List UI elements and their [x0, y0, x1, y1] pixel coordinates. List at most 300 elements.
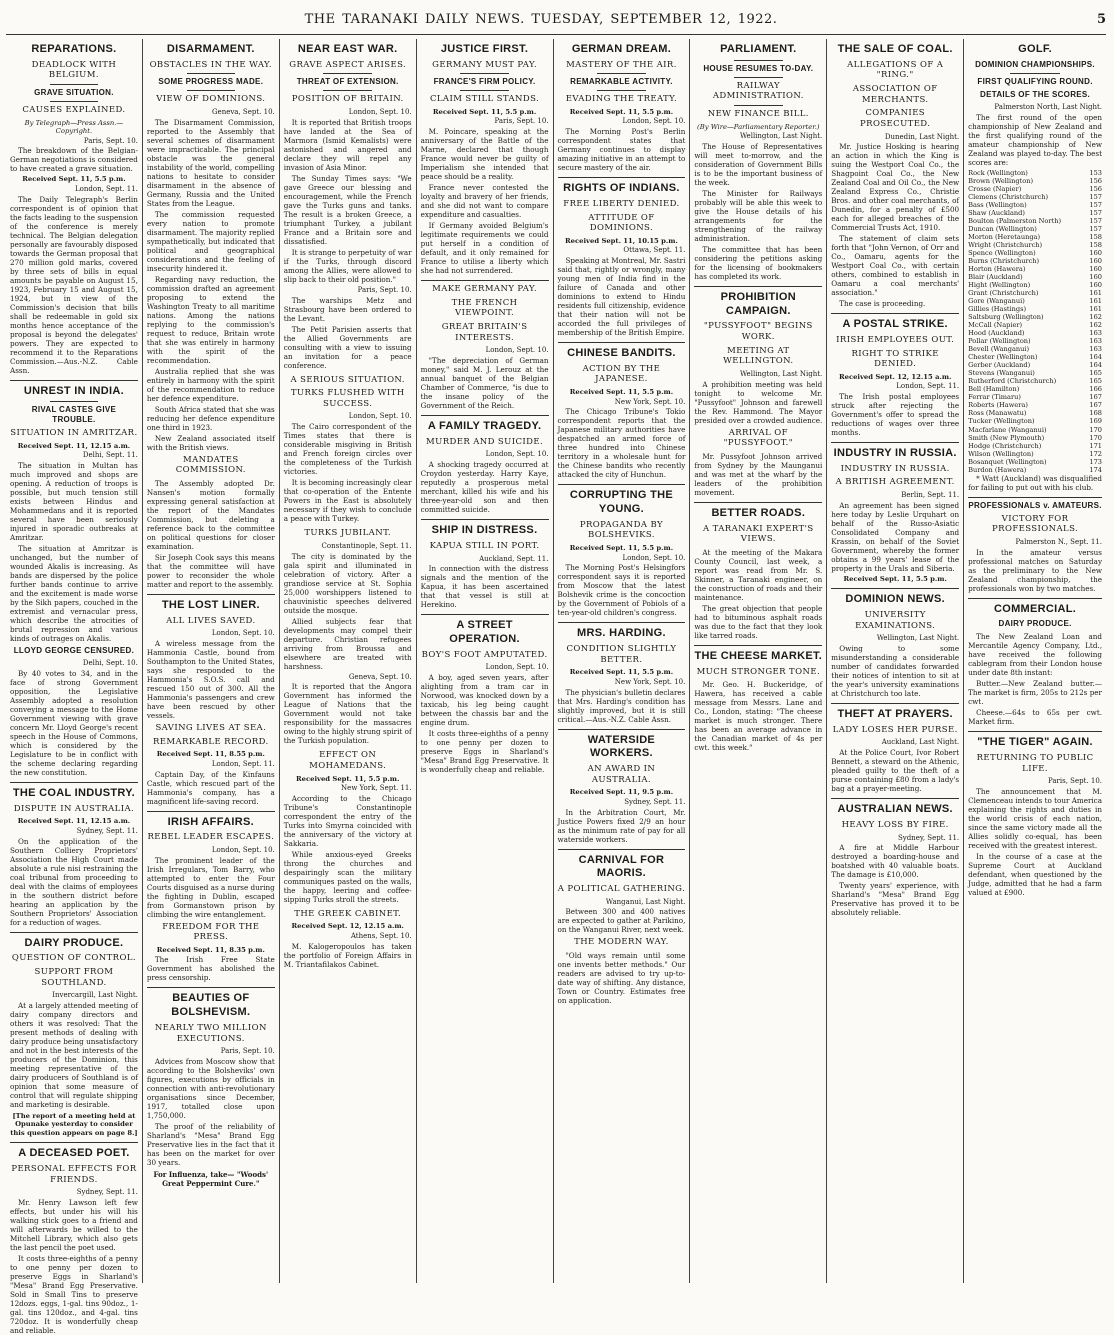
divider [734, 105, 783, 106]
divider [10, 380, 138, 381]
divider [831, 313, 959, 314]
received-line: Received Sept. 11, 8.55 p.m. [156, 750, 265, 759]
player-score: 157 [1089, 200, 1102, 209]
paragraph: The House of Representatives will meet to-morrow, and the consideration of Government Bills is to be the important business of the week. [694, 141, 823, 187]
divider [831, 703, 959, 704]
player-score: 160 [1089, 280, 1102, 289]
dateline: Sydney, Sept. 11. [76, 826, 138, 835]
subheadline: NEARLY TWO MILLION EXECUTIONS. [154, 1022, 267, 1044]
score-row [968, 193, 1102, 201]
divider [734, 77, 783, 78]
subheadline: GRAVE ASPECT ARISES. [289, 59, 407, 70]
subheadline: TURKS FLUSHED WITH SUCCESS. [290, 388, 405, 409]
score-row [968, 313, 1102, 321]
article-make-germany-pay [421, 284, 549, 410]
divider [558, 484, 686, 485]
player-score: 162 [1089, 321, 1102, 330]
editor-note: [The report of a meeting held at Opunake yesterday to consider this question appears on page 8.] [10, 1111, 138, 1137]
paragraph: A prohibition meeting was held tonight to welcome Mr. "Pussyfoot" Johnson and farewell the Rev. Hammond. The Mayor presided over a crowded audience. [694, 379, 823, 425]
score-row [968, 409, 1102, 417]
player-name: Macfarlane (Wanganui) [968, 425, 1047, 434]
paragraph: The Petit Parisien asserts that the Allied Governments are consulting with a view to issuing an invitation for a peace conference. [283, 324, 412, 370]
player-score: 169 [1089, 417, 1102, 426]
subheadline: REBEL LEADER ESCAPES. [147, 832, 275, 843]
score-row [968, 426, 1102, 434]
subheadline: SITUATION IN AMRITZAR. [10, 428, 138, 439]
paragraph: The situation in Multan has much improved and shops are opening. A reduction of troops is possible, but much tension still exists between Hindus and Mohammedans and it is reported several have been seriously injured in sporadic outbreaks at Amritzar. [10, 461, 138, 543]
paragraph: The announcement that M. Clemenceau intends to tour America explaining the rights and duties in the world crisis of each nation, since the same victory made all the Allies solidly co-equal, has been received with the greatest interest. [968, 787, 1102, 851]
paragraph: The Morning Post's Berlin correspondent states that Germany continues to display amazing initiative in an attempt to secure mastery of the air. [557, 127, 686, 173]
column-4 [417, 39, 554, 1283]
dateline: Dunedin, Last Night. [884, 132, 960, 141]
headline: IRISH AFFAIRS. [167, 815, 254, 828]
subheadline: "PUSSYFOOT" BEGINS WORK. [703, 321, 813, 342]
headline: UNREST IN INDIA. [23, 384, 124, 397]
player-score: 170 [1089, 433, 1102, 442]
player-score: 167 [1089, 393, 1102, 402]
subheadline: VICTORY FOR PROFESSIONALS. [992, 513, 1079, 535]
dateline: Berlin, Sept. 11. [901, 491, 960, 500]
paragraph: "The depreciation of German money," said M. J. Lerouz at the annual banquet of the Belgian Chamber of Commerce, "is due to the insane policy of the Government of the Reich. [420, 356, 549, 411]
headline: A FAMILY TRAGEDY. [427, 420, 542, 433]
divider [968, 731, 1102, 732]
article-rights-of-indians [558, 182, 686, 337]
player-name: Horton (Hawera) [968, 264, 1026, 273]
player-name: Rutherford (Christchurch) [968, 377, 1057, 386]
player-name: Hodge (Christchurch) [968, 441, 1042, 450]
subheadline: REMARKABLE ACTIVITY. [570, 77, 673, 87]
advertisement [147, 1171, 275, 1189]
score-row [968, 273, 1102, 281]
divider [421, 280, 549, 281]
subheadline: KAPUA STILL IN PORT. [429, 540, 540, 551]
subheadline: CAUSES EXPLAINED. [22, 105, 126, 115]
paragraph: In the amateur versus professional matches on Saturday as the preliminary to the New Zealand championship, the professionals won by two matches. [968, 547, 1102, 593]
paragraph: Regarding navy reduction, the commission drafted an agreement proposing to extend the Washington Treaty to all maritime nations. Among the nations replying to the commission's request to reduce, Britain wrote that she was entirely in harmony with the spirit of the recommendation. [146, 274, 275, 365]
article-deceased-poet [10, 1147, 138, 1335]
score-row [968, 466, 1102, 474]
paragraph: A wireless message from the Hammonia Castle, bound from Southampton to the United States, says she responded to the Hammonia's S.O.S. call and rescued 150 out of 300. All the Hammonia's passengers and crew have been rescued by other vessels. [146, 639, 275, 721]
headline: THE COAL INDUSTRY. [12, 786, 135, 799]
score-row [968, 434, 1102, 442]
score-row [968, 241, 1102, 249]
player-name: Gerber (Auckland) [968, 361, 1031, 370]
divider [50, 401, 99, 402]
headline: THE LOST LINER. [161, 599, 260, 611]
subheadline: OBSTACLES IN THE WAY. [149, 59, 273, 70]
dateline: Auckland, Last Night. [881, 738, 960, 747]
player-name: Duncan (Wellington) [968, 224, 1037, 233]
headline: A DECEASED POET. [18, 1147, 130, 1160]
player-score: 167 [1089, 401, 1102, 410]
subheadline: MUCH STRONGER TONE. [696, 666, 821, 677]
article-serious-situation [284, 375, 412, 524]
article-golf [968, 43, 1102, 492]
received-line: Received Sept. 11, 12.15 a.m. [17, 441, 131, 450]
article-reparations [10, 43, 138, 375]
score-row [968, 169, 1102, 177]
player-score: 164 [1089, 361, 1102, 370]
player-score: 157 [1089, 192, 1102, 201]
paragraph: The warships Metz and Strasbourg have been ordered to the Levant. [283, 295, 412, 323]
dateline: Wanganui, Last Night. [605, 897, 686, 906]
paragraph: On the application of the Southern Colliery Proprietors' Association the High Court made absolute a rule nisi restraining the coal tribunal from proceeding to deal with the claims of employees in the southern district before hearing an application by the Southern Proprietors' Association for a reduction of wages. [10, 836, 138, 927]
subheadline: MANDATES COMMISSION. [175, 454, 246, 476]
player-score: 157 [1089, 208, 1102, 217]
paragraph: The physician's bulletin declares that Mrs. Harding's condition has slightly improved, but it is still critical.—Aus.-N.Z. Cable Assn. [557, 687, 686, 724]
player-score: 156 [1089, 184, 1102, 193]
paragraph: The prominent leader of the Irish Irregulars, Tom Barry, who attempted to enter the Four Courts disguised as a nurse during the fighting in Dublin, escaped from Gormanstown prison by climbing the wire entanglement. [146, 855, 275, 919]
score-row [968, 450, 1102, 458]
subheadline: DEADLOCK WITH BELGIUM. [31, 59, 117, 81]
dateline: London, Sept. 11. [75, 184, 138, 193]
received-line: Received Sept. 11, 5.5 p.m. [22, 175, 126, 184]
paragraph: Butter.—New Zealand butter.—The market is firm, 205s to 212s per cwt. [968, 679, 1102, 707]
score-row [968, 217, 1102, 225]
player-score: 172 [1089, 449, 1102, 458]
headline: CARNIVAL FOR MAORIS. [578, 853, 665, 880]
article-coal-industry [10, 787, 138, 927]
subheadline: THE GREEK CABINET. [294, 908, 402, 919]
article-greek-cabinet [284, 909, 412, 969]
player-score: 156 [1089, 176, 1102, 185]
article-turks-jubilant [284, 528, 412, 745]
headline: JUSTICE FIRST. [440, 43, 529, 55]
headline: A POSTAL STRIKE. [842, 318, 948, 331]
divider [147, 987, 275, 988]
player-name: Gillies (Hastings) [968, 305, 1027, 314]
article-cheese-market [694, 650, 822, 752]
player-name: Burdon (Hawera) [968, 465, 1027, 474]
article-waterside-workers [558, 734, 686, 844]
divider [421, 519, 549, 520]
paragraph: In the Arbitration Court, Mr. Justice Powers fixed 2/9 an hour as the minimum rate of pay for all waterside workers. [557, 807, 686, 844]
player-name: Hight (Wellington) [968, 280, 1031, 289]
headline: AUSTRALIAN NEWS. [837, 803, 953, 816]
player-score: 161 [1089, 305, 1102, 314]
headline: A STREET OPERATION. [449, 619, 520, 646]
paragraph: At a largely attended meeting of dairy company directors and others it was resolved: That the present methods of dealing with dairy produce being unsatisfactory and not in the best interests of the producers of the Dominion, this meeting representative of the dairy producers of Southland is of opinion that some measure of control that will regulate shipping and marketing is desirable. [10, 1000, 138, 1109]
article-australian-news [831, 803, 959, 917]
headline: MRS. HARDING. [577, 627, 666, 640]
player-score: 160 [1089, 272, 1102, 281]
divider [558, 849, 686, 850]
article-lost-liner [147, 599, 275, 806]
subheadline: UNIVERSITY EXAMINATIONS. [855, 610, 936, 631]
article-mrs-harding [558, 627, 686, 723]
player-name: Rock (Wellington) [968, 168, 1028, 177]
divider [323, 73, 372, 74]
headline: THEFT AT PRAYERS. [837, 708, 953, 721]
article-irish-affairs [147, 816, 275, 983]
article-bolshevism [147, 992, 275, 1188]
article-industry-russia [831, 447, 959, 583]
player-name: Shaw (Auckland) [968, 208, 1025, 217]
divider [187, 73, 236, 74]
byline: (By Wire—Parliamentary Reporter.) [697, 122, 820, 131]
player-name: Ross (Manawatu) [968, 409, 1027, 418]
player-name: Bosanquet (Wellington) [968, 457, 1047, 466]
score-row [968, 297, 1102, 305]
subheadline: DISPUTE IN AUSTRALIA. [13, 803, 135, 814]
headline: REPARATIONS. [31, 43, 117, 55]
subheadline: SAVING LIVES AT SEA. [155, 723, 267, 734]
paragraph: The committee that has been considering the petitions asking for the licensing of bookmakers has completed its work. [694, 244, 823, 281]
headline: THE SALE OF COAL. [837, 43, 953, 55]
divider [187, 90, 236, 91]
article-pros-v-amateurs [968, 501, 1102, 593]
score-row [968, 417, 1102, 425]
score-row [968, 289, 1102, 297]
subheadline: DOMINION CHAMPIONSHIPS. [975, 59, 1095, 69]
divider [323, 90, 372, 91]
paragraph: Mr. Pussyfoot Johnson arrived from Sydney by the Maunganui and was met at the wharf by the leaders of the prohibition movement. [694, 451, 823, 497]
subheadline: HOUSE RESUMES TO-DAY. [703, 63, 814, 73]
article-dairy-produce [10, 937, 138, 1138]
subheadline: PROPAGANDA BY BOLSHEVIKS. [579, 519, 663, 541]
dateline: Palmerston North, Last Night. [994, 102, 1102, 111]
player-name: Boulton (Palmerston North) [968, 216, 1062, 225]
paragraph: It is becoming increasingly clear that co-operation of the Entente Powers in the East is absolutely necessary if they wish to conclude a peace with Turkey. [283, 478, 412, 524]
dateline: New York, Sept. 11. [341, 783, 412, 792]
dateline: Paris, Sept. 10. [1047, 777, 1102, 786]
divider [831, 798, 959, 799]
dateline: London, Sept. 10. [211, 845, 275, 854]
subheadline: THREAT OF EXTENSION. [296, 77, 399, 87]
player-score: 163 [1089, 337, 1102, 346]
divider [147, 811, 275, 812]
dateline: London, Sept. 10. [348, 108, 412, 116]
player-score: 161 [1089, 288, 1102, 297]
player-score: 174 [1089, 465, 1102, 474]
player-name: Saltsburg (Wellington) [968, 313, 1044, 322]
divider [694, 286, 822, 287]
dateline: London, Sept. 11. [896, 382, 960, 391]
player-name: Bevell (Wanganui) [968, 345, 1030, 354]
subheadline: GERMANY MUST PAY. [432, 59, 537, 70]
player-name: Bell (Hamilton) [968, 385, 1020, 394]
subheadline: ATTITUDE OF DOMINIONS. [588, 212, 655, 234]
advertisement: It costs three-eighths of a penny to one penny per dozen to preserve Eggs in Sharland's "Mesa" Brand Egg Preservative. Sold in Small Tins to preserve 12dozs. eggs, 1-gal. tins 90doz., 1-gal. tins 120doz., and 4-gal. tins 720doz. It is wonderfully cheap and reliable. [10, 1254, 138, 1335]
score-row [968, 329, 1102, 337]
divider [558, 342, 686, 343]
paragraph: Cheese.—64s to 65s per cwt. Market firm. [968, 708, 1102, 727]
column-7 [827, 39, 964, 1283]
subheadline: A POLITICAL GATHERING. [557, 884, 686, 895]
paragraph: It is strange to perpetuity of war if the Turks, through discord among the Allies, were allowed to slip back to their old position." [283, 247, 412, 284]
masthead-title: THE TARANAKI DAILY NEWS. TUESDAY, SEPTEMBER 12, 1922. [304, 11, 778, 27]
subheadline: SOME PROGRESS MADE. [158, 77, 264, 87]
paragraph: South Africa stated that she was reducing her defence expenditure one third in 1923. [146, 404, 275, 432]
player-score: 153 [1089, 168, 1102, 177]
player-score: 170 [1089, 425, 1102, 434]
paragraph: At the Police Court, Ivor Robert Bennett, a steward on the Athenic, pleaded guilty to the theft of a purse containing £80 from a lady's bag at a prayer-meeting. [831, 748, 960, 794]
subheadline: SUPPORT FROM SOUTHLAND. [34, 966, 114, 988]
subheadline: QUESTION OF CONTROL. [11, 953, 137, 964]
paragraph: Advices from Moscow show that according to the Bolsheviks' own figures, executions by officials in connection with anti-revolutionary organisations since December, 1917, totalled close upon 1,750,000. [146, 1056, 275, 1120]
dateline: London, Sept. 10. [622, 553, 686, 562]
paragraph: According to the Chicago Tribune's Constantinople correspondent the entry of the Turks into Smyrna coincided with the anniversary of the victory at Sakkaria. [283, 793, 412, 848]
article-disarmament [147, 43, 275, 589]
subheadline: PERSONAL EFFECTS FOR FRIENDS. [11, 1164, 137, 1185]
dateline: Geneva, Sept. 10. [211, 108, 275, 116]
subheadline: MEETING AT WELLINGTON. [723, 345, 794, 367]
score-row [968, 337, 1102, 345]
article-carnival-maoris [558, 854, 686, 1006]
player-score: 163 [1089, 345, 1102, 354]
divider [831, 588, 959, 589]
player-score: 162 [1089, 313, 1102, 322]
paragraph: In connection with the distress signals and the mention of the Kapua, it has been ascertained that that vessel is still at Herekino. [420, 564, 549, 610]
player-name: Spence (Wellington) [968, 248, 1036, 257]
player-name: Clemens (Christchurch) [968, 192, 1049, 201]
score-row [968, 233, 1102, 241]
paragraph: Captain Day, of the Kinfauns Castle, which rescued part of the Hammonia's company, has a magnificent life-saving record. [146, 769, 275, 806]
article-justice-first [421, 43, 549, 275]
paragraph: The situation at Amritzar is unchanged, but the number of wounded Akalis is increasing. As bands are dispersed by the police further bands continue to arrive and the excitement is made worse by the Sikh papers, couched in the extremist and vernacular press, which describe the atrocities of brutal repression and various kinds of outrages on Akalis. [10, 544, 138, 644]
paragraph: A fire at Middle Harbour destroyed a boarding-house and boatshed with 40 valuable boats. The damage is £10,000. [831, 843, 960, 880]
headline: DAIRY PRODUCE. [24, 936, 124, 949]
headline: WATERSIDE WORKERS. [587, 733, 656, 760]
column-5 [554, 39, 691, 1283]
headline: COMMERCIAL. [993, 602, 1077, 615]
headline: NEAR EAST WAR. [297, 43, 398, 55]
dateline: Ottawa, Sept. 11. [623, 246, 686, 255]
headline: DOMINION NEWS. [845, 593, 945, 606]
paragraph: The Disarmament Commission, reported to the Assembly that several schemes of disarmament were impracticable. The principal obstacle was the general instability of the world, compelling nations to hesitate to consider disarmament in the absence of Germany, Russia and the United States from the League. [146, 117, 275, 208]
score-row [968, 201, 1102, 209]
paragraph: It is reported that the Angora Government has informed the League of Nations that the Government would not take responsibility for the massacres owing to the highly strung spirit of the Turkish population. [283, 682, 412, 746]
subheadline: NEW FINANCE BILL. [707, 109, 809, 119]
score-row [968, 265, 1102, 273]
divider [50, 84, 99, 85]
player-score: 158 [1089, 240, 1102, 249]
player-name: Burns (Christchurch) [968, 256, 1040, 265]
headline: RIGHTS OF INDIANS. [563, 182, 680, 195]
subheadline: FIRST QUALIFYING ROUND. [977, 76, 1093, 86]
headline: SHIP IN DISTRESS. [431, 524, 538, 537]
received-line: Received Sept. 11, 9.5 p.m. [569, 788, 674, 797]
player-score: 164 [1089, 353, 1102, 362]
player-name: Pollar (Wellington) [968, 337, 1031, 346]
divider [968, 497, 1102, 498]
paragraph: The Irish postal employees struck after rejecting the Government's offer to spread the reductions of wages over three months. [831, 392, 960, 438]
subheadline: GRAVE SITUATION. [34, 88, 114, 97]
divider [460, 90, 509, 91]
divider [694, 645, 822, 646]
headline: DISARMAMENT. [166, 43, 255, 55]
paragraph: A boy, aged seven years, after alighting from a tram car in Norwood, was knocked down by a taxicab, his leg being caught between the chassis bar and the engine drum. [420, 673, 549, 728]
player-score: 157 [1089, 216, 1102, 225]
headline: BEAUTIES OF BOLSHEVISM. [171, 992, 251, 1019]
column-8 [964, 39, 1106, 1283]
player-score: 171 [1089, 441, 1102, 450]
player-score: 160 [1089, 264, 1102, 273]
divider [558, 177, 686, 178]
player-score: 157 [1089, 224, 1102, 233]
subheadline: BOY'S FOOT AMPUTATED. [421, 649, 548, 660]
dateline: London, Sept. 10. [348, 412, 412, 421]
advertisement: It costs three-eighths of a penny to one penny per dozen to preserve Eggs in Sharland's "Mesa" Brand Egg Preservative. It is wonderfully cheap and reliable. [420, 729, 549, 775]
dateline: London, Sept. 10. [485, 663, 549, 672]
article-commercial [968, 603, 1102, 727]
paragraph: The statement of claim sets forth that "John Vernon, of Orr and Co., Oamaru, agents for the Westport Coal Co., with certain others, combined to establish in Oamaru a coal merchants' association." [831, 234, 960, 298]
subheadline: EFFECT ON MOHAMEDANS. [309, 750, 387, 771]
score-row [968, 353, 1102, 361]
subheadline: A TARANAKI EXPERT'S VIEWS. [703, 523, 814, 545]
paragraph: The Morning Post's Helsingfors correspondent says it is reported from Moscow that the latest Bolshevik crime is the concoction by the Government of Pobiols of a ten-year-old children's congress. [557, 563, 686, 618]
score-row [968, 185, 1102, 193]
dateline: London, Sept. 10. [485, 346, 549, 355]
subheadline: EVADING THE TREATY. [565, 94, 678, 105]
paragraph: An agreement has been signed here today by Leslie Urquhart on behalf of the Russo-Asiatic Consolidated Company and Krassin, on behalf of the Soviet Government, whereby the former obtains a 99 years' lease of the property in the Urals and Siberia. [831, 500, 960, 573]
dateline: Delhi, Sept. 11. [82, 451, 138, 460]
divider [597, 90, 646, 91]
received-line: Received Sept. 11, 12.15 a.m. [17, 817, 131, 826]
subheadline: ARRIVAL OF "PUSSYFOOT." [723, 427, 794, 449]
dateline: Wellington, Last Night. [739, 369, 823, 378]
dateline: Paris, Sept. 10. [494, 117, 549, 126]
dateline: London, Sept. 11. [211, 759, 275, 768]
player-name: Smith (New Plymouth) [968, 433, 1045, 442]
player-name: Brown (Wellington) [968, 176, 1034, 185]
subheadline: CONDITION SLIGHTLY BETTER. [566, 644, 677, 665]
received-line: Received Sept. 11, 5.5 p.m. [569, 668, 674, 677]
player-name: Wilson (Wellington) [968, 449, 1034, 458]
score-row [968, 458, 1102, 466]
paragraph: The commission requested every nation to promote disarmament. The majority replied sympathetically, but indicated that political and geographical considerations and the feeling of insecurity hindered it. [146, 209, 275, 273]
received-line: Received Sept. 11, 5.5 p.m. [432, 108, 537, 116]
subheadline: GREAT BRITAIN'S INTERESTS. [441, 322, 528, 343]
player-score: 165 [1089, 369, 1102, 378]
player-score: 166 [1089, 385, 1102, 394]
score-row [968, 209, 1102, 217]
dateline: Wellington, Last Night. [739, 132, 823, 141]
paragraph: The Daily Telegraph's Berlin correspondent is of opinion that the facts leading to the suspension of the conference is merely technical. The Belgian delegation personally are favourably disposed towards the German proposal that 270 million gold marks, covered by three sets of bills in equal amounts be payable on August 15, 1923, February 15 and August 15, 1924, but in view of the Commission's decision that bills shall be redeemable in gold six months hence acceptance of the proposal is beyond the delegates' powers. They are expected to recommend it to the Reparations Commission.—Aus.-N.Z. Cable Assn. [10, 194, 138, 375]
paragraph: In the course of a case at the Supreme Court at Auckland defendant, when questioned by the Judge, admitted that he had a farm valued at £900. [968, 852, 1102, 898]
dateline: Delhi, Sept. 10. [82, 659, 138, 668]
divider [421, 415, 549, 416]
subheadline: A BRITISH AGREEMENT. [835, 477, 955, 488]
paragraph: By 40 votes to 34, and in the face of strong Government opposition, the Legislative Assembly adopted a resolution conveying a message to the Home Government viewing with grave concern Mr. Lloyd George's recent speech in the House of Commons, which is considered by the Legislature to be in conflict with the scheme declaring regarding the new constitution. [10, 668, 138, 777]
headline: PARLIAMENT. [720, 43, 797, 55]
article-german-dream [558, 43, 686, 172]
player-name: Stevens (Wanganui) [968, 369, 1035, 378]
divider [597, 73, 646, 74]
article-prohibition [694, 291, 822, 497]
dateline: London, Sept. 10. [622, 117, 686, 126]
article-street-operation [421, 619, 549, 774]
paragraph: Mr. Henry Lawson left few effects, but under his will his walking stick goes to a friend and will afterwards be willed to the Mitchell Library, which also gets the last pencil the poet used. [10, 1198, 138, 1253]
player-name: Morton (Heretaunga) [968, 232, 1041, 241]
player-score: 163 [1089, 329, 1102, 338]
paragraph: Allied subjects fear that developments may compel their departure. Christian refugees arriving from Broussa and elsewhere are treated with harshness. [283, 616, 412, 671]
player-score: 173 [1089, 457, 1102, 466]
paragraph: The New Zealand Loan and Mercantile Agency Company, Ltd., have received the following cablegram from their London house under date 8th instant: [968, 632, 1102, 678]
headline: GERMAN DREAM. [571, 43, 672, 55]
paragraph: Australia replied that she was entirely in harmony with the spirit of the recommendation to reduce her defence expenditure. [146, 366, 275, 403]
divider [460, 73, 509, 74]
paragraph: The Irish Free State Government has abolished the press censorship. [146, 955, 275, 983]
column-2 [143, 39, 280, 1283]
subheadline: RIGHT TO STRIKE DENIED. [851, 348, 939, 370]
dateline: Sydney, Sept. 11. [624, 797, 686, 806]
subheadline: RAILWAY ADMINISTRATION. [712, 80, 804, 102]
divider [1010, 73, 1061, 74]
subheadline: LLOYD GEORGE CENSURED. [13, 646, 135, 656]
player-name: Gore (Wanganui) [968, 297, 1025, 305]
subheadline: THE MODERN WAY. [574, 937, 669, 948]
